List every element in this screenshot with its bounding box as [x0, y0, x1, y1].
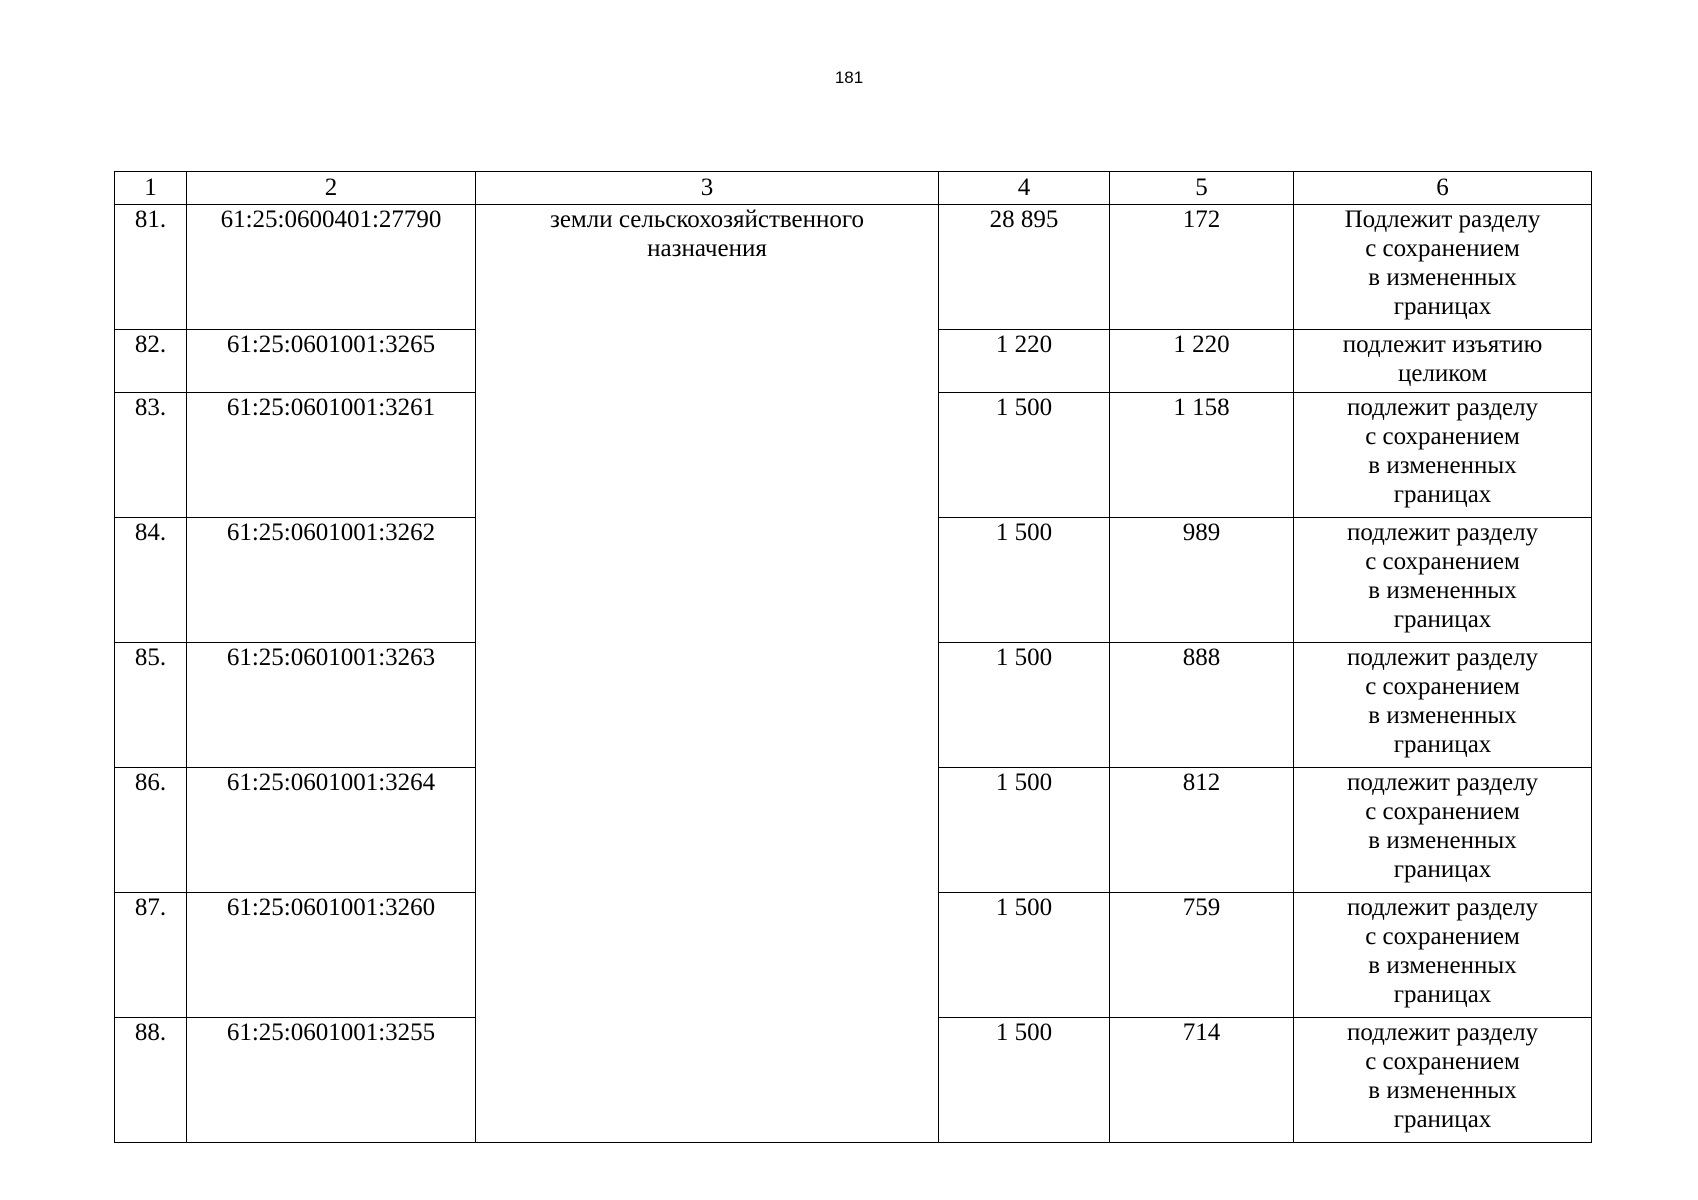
decision-line: подлежит разделу [1346, 894, 1539, 921]
row-number: 82. [115, 330, 187, 393]
area-seized: 172 [1110, 205, 1294, 330]
cadastral-number: 61:25:0601001:3255 [187, 1018, 476, 1143]
decision-line: в измененных [1368, 577, 1517, 604]
decision [1294, 518, 1592, 643]
area-seized: 759 [1110, 893, 1294, 1018]
decision-line: с сохранением [1365, 798, 1520, 825]
page-number: 181 [834, 68, 864, 87]
decision-line: подлежит разделу [1346, 644, 1539, 671]
land-category-line: земли сельскохозяйственного [549, 206, 865, 233]
area-total: 1 500 [939, 893, 1110, 1018]
land-plot-table [114, 171, 1592, 1143]
cadastral-number: 61:25:0600401:27790 [187, 205, 476, 330]
column-number: 3 [476, 172, 939, 205]
land-category [476, 205, 939, 1143]
area-total: 1 500 [939, 1018, 1110, 1143]
decision-line: границах [1393, 293, 1492, 320]
column-number: 1 [115, 172, 187, 205]
decision-line: подлежит разделу [1346, 769, 1539, 796]
decision-line: подлежит разделу [1346, 1019, 1539, 1046]
column-number-row [115, 172, 1592, 205]
decision-line: в измененных [1368, 452, 1517, 479]
decision-line: в измененных [1368, 952, 1517, 979]
area-seized: 888 [1110, 643, 1294, 768]
cadastral-number: 61:25:0601001:3264 [187, 768, 476, 893]
decision [1294, 393, 1592, 518]
area-total: 28 895 [939, 205, 1110, 330]
row-number: 83. [115, 393, 187, 518]
row-number: 84. [115, 518, 187, 643]
column-number: 2 [187, 172, 476, 205]
row-number: 85. [115, 643, 187, 768]
decision-line: в измененных [1368, 702, 1517, 729]
decision-line: с сохранением [1365, 235, 1520, 262]
decision-line: с сохранением [1365, 673, 1520, 700]
cadastral-number: 61:25:0601001:3260 [187, 893, 476, 1018]
decision-line: границах [1393, 981, 1492, 1008]
column-number: 4 [939, 172, 1110, 205]
row-number: 87. [115, 893, 187, 1018]
area-total: 1 500 [939, 393, 1110, 518]
area-total: 1 500 [939, 643, 1110, 768]
decision-line: границах [1393, 606, 1492, 633]
decision-line: подлежит разделу [1346, 394, 1539, 421]
area-total: 1 500 [939, 518, 1110, 643]
decision-line: границах [1393, 856, 1492, 883]
decision [1294, 1018, 1592, 1143]
decision-line: целиком [1397, 360, 1488, 387]
area-total: 1 500 [939, 768, 1110, 893]
column-number: 6 [1294, 172, 1592, 205]
cadastral-number: 61:25:0601001:3261 [187, 393, 476, 518]
decision [1294, 893, 1592, 1018]
decision [1294, 330, 1592, 393]
area-seized: 1 158 [1110, 393, 1294, 518]
decision-line: Подлежит разделу [1344, 206, 1541, 233]
area-seized: 989 [1110, 518, 1294, 643]
decision-line: границах [1393, 1106, 1492, 1133]
area-seized: 812 [1110, 768, 1294, 893]
decision [1294, 643, 1592, 768]
decision-line: с сохранением [1365, 923, 1520, 950]
cadastral-number: 61:25:0601001:3263 [187, 643, 476, 768]
decision [1294, 205, 1592, 330]
table-row [115, 205, 1592, 330]
decision [1294, 768, 1592, 893]
decision-line: в измененных [1368, 264, 1517, 291]
decision-line: с сохранением [1365, 423, 1520, 450]
area-total: 1 220 [939, 330, 1110, 393]
land-category-line: назначения [647, 235, 767, 262]
area-seized: 714 [1110, 1018, 1294, 1143]
row-number: 81. [115, 205, 187, 330]
decision-line: подлежит разделу [1346, 519, 1539, 546]
decision-line: подлежит изъятию [1342, 331, 1543, 358]
decision-line: границах [1393, 481, 1492, 508]
area-seized: 1 220 [1110, 330, 1294, 393]
decision-line: в измененных [1368, 827, 1517, 854]
row-number: 88. [115, 1018, 187, 1143]
decision-line: с сохранением [1365, 1048, 1520, 1075]
row-number: 86. [115, 768, 187, 893]
decision-line: в измененных [1368, 1077, 1517, 1104]
decision-line: с сохранением [1365, 548, 1520, 575]
column-number: 5 [1110, 172, 1294, 205]
decision-line: границах [1393, 731, 1492, 758]
cadastral-number: 61:25:0601001:3265 [187, 330, 476, 393]
cadastral-number: 61:25:0601001:3262 [187, 518, 476, 643]
